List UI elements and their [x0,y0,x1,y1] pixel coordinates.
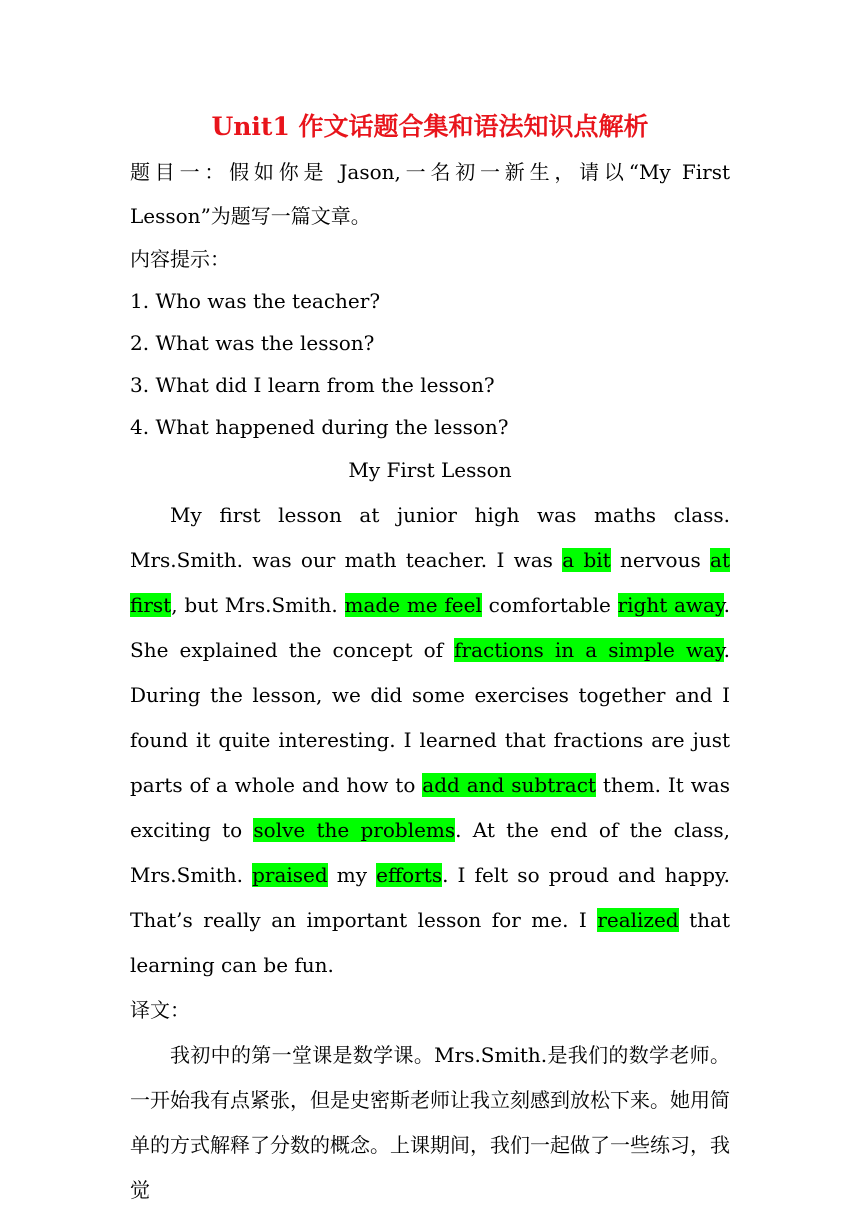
essay-text: that learning can be fun. [130,908,730,977]
essay-text: them. It was exciting to [130,773,730,842]
highlight-phrase: right away [617,593,724,617]
highlight-phrase: praised [252,863,328,887]
translation-label: 译文： [130,998,190,1022]
essay-text: . She explained the concept of [130,593,730,662]
highlight-phrase: fractions in a simple way [454,638,724,662]
page-title: Unit1 作文话题合集和语法知识点解析 [211,112,649,141]
hint-item-2: 2. What was the lesson? [130,331,375,355]
hint-label: 内容提示： [130,247,230,271]
hint-item-4: 4. What happened during the lesson? [130,415,509,439]
essay-text: my [327,863,377,887]
essay-text: . I felt so proud and happy. That’s really an important lesson for me. I [130,863,730,932]
prompt-text: 题目一：假如你是 Jason,一名初一新生，请以“My First Lesson”为题写一篇文章。 [130,160,730,228]
essay-text: . At the end of the class, Mrs.Smith. [130,818,730,887]
highlight-phrase: at first [130,548,730,617]
hint-item-3: 3. What did I learn from the lesson? [130,373,495,397]
essay-text: comfortable [481,593,618,617]
essay-title: My First Lesson [348,458,512,482]
essay-text: My first lesson at junior high was maths class. Mrs.Smith. was our math teacher. I was [130,503,730,572]
essay-text: , but Mrs.Smith. [171,593,345,617]
highlight-phrase: solve the problems [253,818,456,842]
essay-text: . During the lesson, we did some exercises together and I found it quite interesting. I learned that fractions are just parts of a whole and how to [130,638,730,797]
highlight-phrase: efforts [376,863,443,887]
highlight-phrase: realized [597,908,679,932]
highlight-phrase: made me feel [344,593,482,617]
document-page [130,110,730,1213]
translation-text: 我初中的第一堂课是数学课。Mrs.Smith.是我们的数学老师。一开始我有点紧张，但是史密斯老师让我立刻感到放松下来。她用简单的方式解释了分数的概念。上课期间，我们一起做了一些练习，我觉 [130,1043,730,1202]
hint-item-1: 1. Who was the teacher? [130,289,381,313]
highlight-phrase: a bit [562,548,611,572]
highlight-phrase: add and subtract [422,773,596,797]
essay-text: nervous [610,548,711,572]
essay-body [130,493,730,988]
